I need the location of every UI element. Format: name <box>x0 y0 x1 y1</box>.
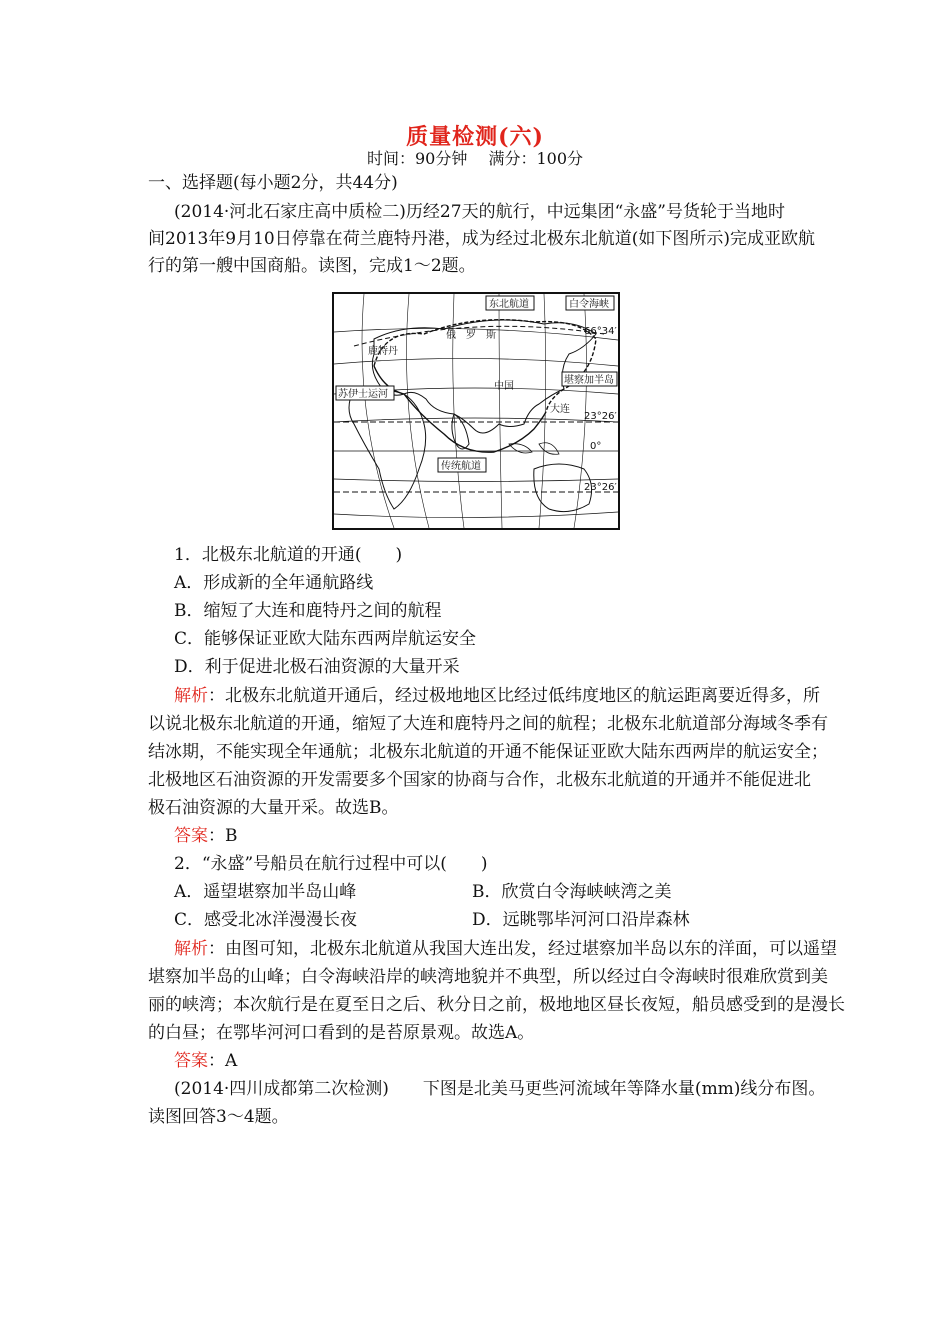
map-svg <box>334 294 618 528</box>
analysis-line <box>174 937 837 961</box>
page-title: 质量检测(六) <box>406 124 544 150</box>
option-c: C．感受北冰洋漫漫长夜 <box>174 910 358 930</box>
option-c: C．能够保证亚欧大陆东西两岸航运安全 <box>174 629 477 649</box>
analysis-line: 极石油资源的大量开采。故选B。 <box>148 798 399 818</box>
label-kamchatka: 堪察加半岛 <box>564 375 614 386</box>
analysis-line: 丽的峡湾；本次航行是在夏至日之后、秋分日之前，极地地区昼长夜短，船员感受到的是漫长 <box>148 995 845 1015</box>
option-d: D．远眺鄂毕河河口沿岸森林 <box>472 910 690 930</box>
answer-label: 答案 <box>174 826 208 846</box>
analysis-line: 的白昼；在鄂毕河河口看到的是苔原景观。故选A。 <box>148 1023 535 1043</box>
arctic-route-map <box>332 292 620 530</box>
intro-line: (2014·四川成都第二次检测) 下图是北美马更些河流域年等降水量(mm)线分布图。 <box>174 1079 826 1099</box>
intro-line: (2014·河北石家庄高中质检二)历经27天的航行，中远集团“永盛”号货轮于当地时 <box>174 202 785 222</box>
label-bering-strait: 白令海峡 <box>569 299 609 310</box>
option-b: B．缩短了大连和鹿特丹之间的航程 <box>174 601 442 621</box>
analysis-text: ：北极东北航道开通后，经过极地地区比经过低纬度地区的航运距离要近得多，所 <box>208 686 820 706</box>
label-russia: 俄 罗 斯 <box>446 330 496 341</box>
option-a: A．遥望堪察加半岛山峰 <box>174 882 357 902</box>
lat-label: 23°26′ <box>584 411 617 422</box>
analysis-label: 解析 <box>174 686 208 706</box>
exam-time: 时间：90分钟 <box>366 149 468 168</box>
question-stem: 2．“永盛”号船员在航行过程中可以( ) <box>174 854 488 874</box>
exam-info <box>0 146 950 169</box>
answer-text: ：A <box>208 1051 238 1071</box>
lat-label: 23°26′ <box>584 482 617 493</box>
exam-score: 满分：100分 <box>488 149 583 168</box>
option-b: B．欣赏白令海峡峡湾之美 <box>472 882 672 902</box>
answer-label: 答案 <box>174 1051 208 1071</box>
answer-text: ：B <box>208 826 238 846</box>
option-a: A．形成新的全年通航路线 <box>174 573 374 593</box>
analysis-label: 解析 <box>174 939 208 959</box>
analysis-line: 堪察加半岛的山峰；白令海峡沿岸的峡湾地貌并不典型，所以经过白令海峡时很难欣赏到美 <box>148 967 828 987</box>
analysis-line <box>174 684 820 708</box>
label-china: 中国 <box>494 381 514 392</box>
label-dalian: 大连 <box>550 404 570 415</box>
answer-line <box>174 824 238 848</box>
analysis-line: 结冰期，不能实现全年通航；北极东北航道的开通不能保证亚欧大陆东西两岸的航运安全； <box>148 742 828 762</box>
analysis-line: 北极地区石油资源的开发需要多个国家的协商与合作，北极东北航道的开通并不能促进北 <box>148 770 811 790</box>
lat-label: 0° <box>590 441 602 452</box>
section-heading: 一、选择题(每小题2分，共44分) <box>148 173 398 193</box>
label-suez-canal: 苏伊士运河 <box>338 389 388 400</box>
option-row <box>174 880 356 904</box>
intro-line: 间2013年9月10日停靠在荷兰鹿特丹港，成为经过北极东北航道(如下图所示)完成亚欧航 <box>148 229 815 249</box>
intro-line: 行的第一艘中国商船。读图，完成1～2题。 <box>148 256 476 276</box>
analysis-line: 以说北极东北航道的开通，缩短了大连和鹿特丹之间的航程；北极东北航道部分海域冬季有 <box>148 714 828 734</box>
answer-line <box>174 1049 237 1073</box>
label-rotterdam: 鹿特丹 <box>368 346 398 357</box>
option-d: D．利于促进北极石油资源的大量开采 <box>174 657 460 677</box>
lat-label: 66°34′ <box>584 326 617 337</box>
question-stem: 1．北极东北航道的开通( ) <box>174 545 403 565</box>
analysis-text: ：由图可知，北极东北航道从我国大连出发，经过堪察加半岛以东的洋面，可以遥望 <box>208 939 837 959</box>
label-northeast-route: 东北航道 <box>489 299 529 310</box>
label-traditional-route: 传统航道 <box>441 461 481 472</box>
intro-line: 读图回答3～4题。 <box>148 1107 289 1127</box>
